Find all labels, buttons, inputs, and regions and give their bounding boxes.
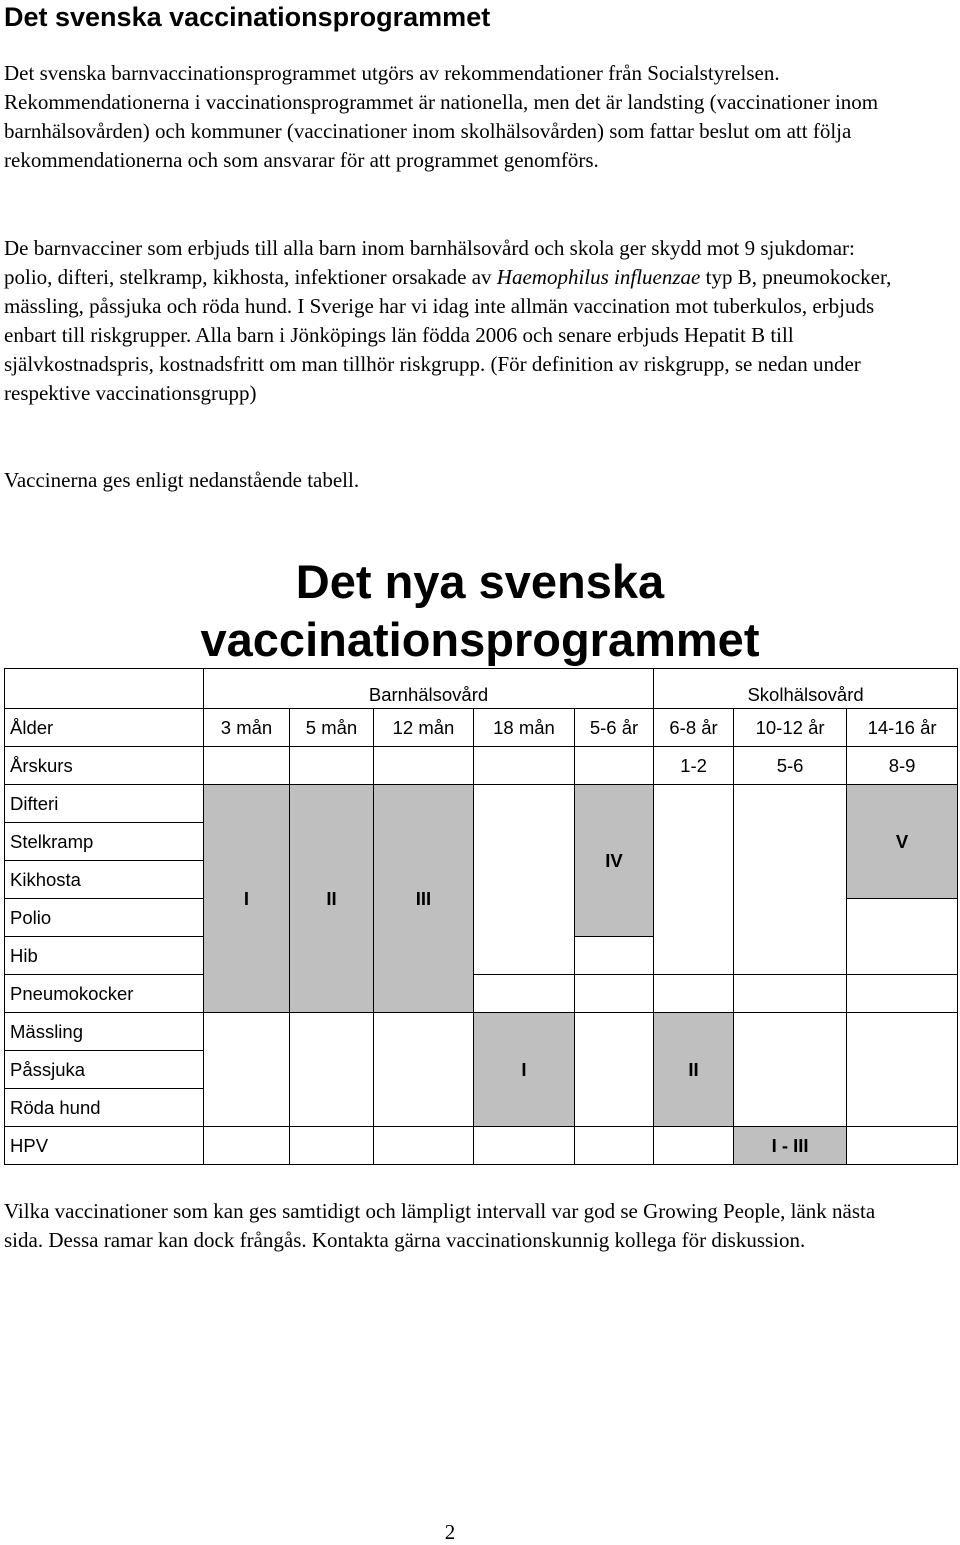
table-cell-empty [734,1013,847,1051]
table-cell-empty [734,861,847,899]
table-cell-empty [290,1127,374,1165]
table-cell-empty [204,1089,290,1127]
table-cell-empty [575,747,654,785]
table-cell-empty [847,975,958,1013]
table-cell-empty [847,937,958,975]
haemophilus-term: Haemophilus influenzae [496,265,701,289]
grade-cell: 8-9 [847,747,958,785]
grade-cell: 5-6 [734,747,847,785]
table-cell-empty [654,975,734,1013]
table-cell-empty [204,1127,290,1165]
dose-cell-mmr-2: II [654,1013,734,1127]
vaccines-paragraph-part2: typ B, pneumokocker, mässling, påssjuka och röda hund. I Sverige har vi idag inte allmän vaccination mot tuberkulos, erbjuds enbart till riskgrupper. Alla barn i Jönköpings län födda 2006 och senare erbjuds Hepatit B till självkostnadspris, kostnadsfritt om man tillhör riskgrupp. (För definition av riskgrupp, se nedan under respektive vaccinationsgrupp) [4,265,892,405]
table-cell-empty [474,823,575,861]
header-skolhalsovard: Skolhälsovård [654,669,958,709]
age-cell: 5 mån [290,709,374,747]
table-cell-empty [654,1127,734,1165]
table-cell-empty [374,1051,474,1089]
table-row [5,785,958,823]
disease-label: Polio [5,899,204,937]
table-cell-empty [847,899,958,937]
age-cell: 5-6 år [575,709,654,747]
table-cell-empty [575,1051,654,1089]
table-cell-empty [474,747,575,785]
disease-label: Pneumokocker [5,975,204,1013]
grade-cell: 1-2 [654,747,734,785]
age-cell: 3 mån [204,709,290,747]
table-cell-empty [575,937,654,975]
vaccine-table-title-line2: vaccinationsprogrammet [200,613,760,666]
table-cell-empty [575,1089,654,1127]
table-row [5,899,958,937]
table-cell-empty [374,747,474,785]
table-cell-empty [654,823,734,861]
table-cell-empty [374,1127,474,1165]
dose-cell-basic-5: V [847,785,958,899]
intro-paragraph: Det svenska barnvaccinationsprogrammet utgörs av rekommendationer från Socialstyrelsen. Rekommendationerna i vaccinationsprogrammet är nationella, men det är landsting (vaccinationer inom barnhälsovården) och kommuner (vaccinationer inom skolhälsovården) som fattar beslut om att följa rekommendationerna och som ansvarar för att programmet genomförs. [4,61,879,172]
table-cell-empty [474,785,575,823]
table-cell-empty [734,823,847,861]
disease-label: Mässling [5,1013,204,1051]
table-cell-empty [474,899,575,937]
table-row [5,747,958,785]
vaccines-paragraph [4,234,904,408]
vaccine-table-title [0,553,960,669]
disease-label: Difteri [5,785,204,823]
dose-cell-basic-1: I [204,785,290,1013]
table-cell-empty [575,1013,654,1051]
table-cell-empty [734,975,847,1013]
table-cell-empty [204,747,290,785]
table-cell-empty [5,669,204,709]
table-cell-empty [734,1051,847,1089]
disease-label: Påssjuka [5,1051,204,1089]
table-row [5,669,958,709]
table-cell-empty [847,1127,958,1165]
table-cell-empty [654,785,734,823]
table-cell-empty [474,937,575,975]
disease-label: Stelkramp [5,823,204,861]
disease-label: Kikhosta [5,861,204,899]
dose-cell-mmr-1: I [474,1013,575,1127]
document-title: Det svenska vaccinationsprogrammet [4,2,491,32]
disease-label: HPV [5,1127,204,1165]
row-label-grade: Årskurs [5,747,204,785]
table-cell-empty [204,1051,290,1089]
page-number: 2 [444,1520,456,1544]
closing-paragraph: Vilka vaccinationer som kan ges samtidigt och lämpligt intervall var god se Growing People, länk nästa sida. Dessa ramar kan dock frångås. Kontakta gärna vaccinationskunnig kollega för diskussion. [4,1199,876,1252]
age-cell: 12 mån [374,709,474,747]
table-cell-empty [734,785,847,823]
disease-label: Hib [5,937,204,975]
age-cell: 6-8 år [654,709,734,747]
header-barnhalsovard: Barnhälsovård [204,669,654,709]
table-cell-empty [734,1089,847,1127]
table-cell-empty [290,1089,374,1127]
table-cell-empty [847,1089,958,1127]
table-cell-empty [204,1013,290,1051]
table-cell-empty [290,747,374,785]
table-row [5,861,958,899]
vaccine-table-title-line1: Det nya svenska [295,555,665,608]
age-cell: 14-16 år [847,709,958,747]
dose-cell-hpv: I - III [734,1127,847,1165]
table-cell-empty [290,1013,374,1051]
vaccination-schedule-table [4,668,958,1165]
table-row [5,975,958,1013]
table-cell-empty [575,1127,654,1165]
table-cell-empty [474,1127,575,1165]
table-cell-empty [734,899,847,937]
table-cell-empty [654,937,734,975]
table-cell-empty [734,937,847,975]
table-cell-empty [290,1051,374,1089]
table-cell-empty [654,861,734,899]
table-intro-paragraph: Vaccinerna ges enligt nedanstående tabell. [4,468,360,492]
table-cell-empty [374,1013,474,1051]
table-row [5,1127,958,1165]
dose-cell-basic-2: II [290,785,374,1013]
table-cell-empty [847,1013,958,1051]
dose-cell-basic-4: IV [575,785,654,937]
row-label-age: Ålder [5,709,204,747]
age-cell: 10-12 år [734,709,847,747]
table-cell-empty [575,975,654,1013]
table-row [5,823,958,861]
table-cell-empty [654,899,734,937]
table-cell-empty [474,975,575,1013]
table-row [5,937,958,975]
age-cell: 18 mån [474,709,575,747]
table-cell-empty [474,861,575,899]
table-row [5,709,958,747]
table-row [5,1013,958,1051]
dose-cell-basic-3: III [374,785,474,1013]
disease-label: Röda hund [5,1089,204,1127]
table-cell-empty [374,1089,474,1127]
table-cell-empty [847,1051,958,1089]
vaccines-paragraph-part1: De barnvacciner som erbjuds till alla barn inom barnhälsovård och skola ger skydd mot 9 sjukdomar: polio, difteri, stelkramp, kikhosta, infektioner orsakade av [4,236,855,289]
